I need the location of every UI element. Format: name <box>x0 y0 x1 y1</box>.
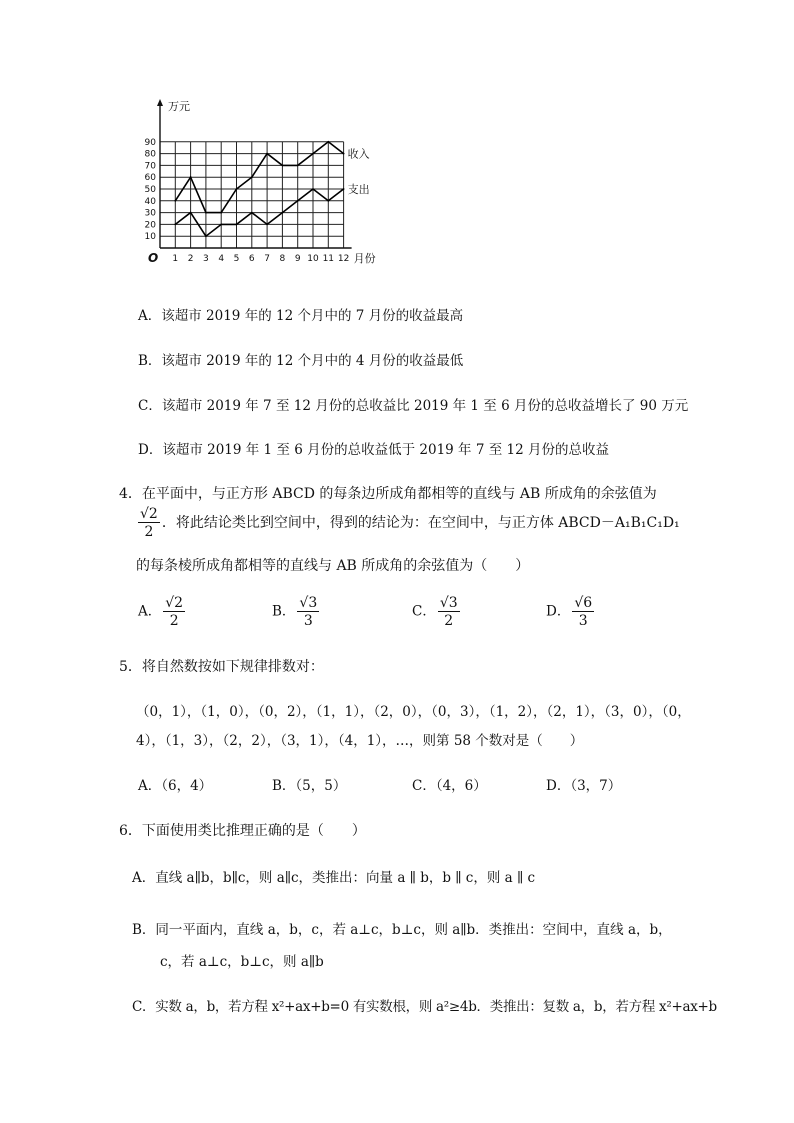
y-tick-label: 70 <box>144 161 156 172</box>
y-axis-label: 万元 <box>168 100 190 113</box>
q3-option-c: C．该超市 2019 年 7 至 12 月份的总收益比 2019 年 1 至 6 月份的总收益增长了 90 万元 <box>138 398 689 414</box>
q6-option-b-line-2: c，若 a⊥c，b⊥c，则 a∥b <box>160 954 324 970</box>
data-point <box>327 141 329 143</box>
y-axis-arrow <box>157 99 163 106</box>
y-tick-label: 50 <box>144 185 156 195</box>
data-point <box>190 212 192 214</box>
series-label: 收入 <box>347 147 370 161</box>
data-point <box>220 212 222 214</box>
q6-title: 6．下面使用类比推理正确的是（ ） <box>119 823 366 839</box>
q5-line-2: 4），（1，3），（2，2），（3，1），（4，1），…，则第 58 个数对是（ ） <box>136 733 584 749</box>
q4-line-1: 4．在平面中，与正方形 ABCD 的每条边所成角都相等的直线与 AB 所成角的余弦值为 <box>119 486 657 502</box>
data-point <box>327 200 329 202</box>
q5-option-a: A．（6，4） <box>138 778 213 794</box>
y-tick-label: 20 <box>144 220 156 231</box>
q5-option-b: B．（5，5） <box>272 778 347 794</box>
q4-option-c-num: √3 <box>439 595 458 611</box>
q6-option-c: C．实数 a，b，若方程 x²+ax+b=0 有实数根，则 a²≥4b．类推出：复数 a，b，若方程 x²+ax+b <box>132 999 717 1015</box>
x-tick-label: 10 <box>307 254 319 264</box>
q4-option-d-label: D． <box>546 603 571 620</box>
q4-option-b <box>272 596 321 628</box>
x-tick-label: 4 <box>218 254 225 264</box>
x-tick-label: 3 <box>203 254 209 264</box>
q4-option-c <box>412 596 462 628</box>
data-point <box>205 212 207 214</box>
x-tick-label: 8 <box>279 254 286 264</box>
data-point <box>251 212 253 214</box>
q4-fraction-numerator: √2 <box>140 506 158 522</box>
y-tick-label: 10 <box>144 232 156 243</box>
x-tick-label: 5 <box>233 254 240 264</box>
q4-fraction <box>138 507 160 539</box>
data-point <box>266 153 268 155</box>
q4-fraction-denominator: 2 <box>144 524 154 540</box>
data-point <box>190 176 192 178</box>
q4-option-a-den: 2 <box>169 613 179 629</box>
y-tick-label: 90 <box>144 137 156 148</box>
q4-option-a-label: A． <box>138 603 162 620</box>
data-point <box>266 224 268 226</box>
q3-option-a: A．该超市 2019 年的 12 个月中的 7 月份的收益最高 <box>138 308 464 324</box>
data-point <box>236 224 238 226</box>
q4-option-b-label: B． <box>272 603 296 620</box>
q5-option-d: D．（3，7） <box>546 778 622 794</box>
origin-label: O <box>148 251 159 265</box>
chart-grid <box>160 142 344 248</box>
data-point <box>236 188 238 190</box>
data-point <box>312 188 314 190</box>
data-point <box>343 153 345 155</box>
q4-line-2-wrap <box>136 507 680 539</box>
q4-line-2: ．将此结论类比到空间中，得到的结论为：在空间中，与正方体 ABCD－A₁B₁C₁D₁ <box>161 515 680 531</box>
data-point <box>174 224 176 226</box>
x-tick-label: 9 <box>294 254 301 264</box>
q3-option-b: B．该超市 2019 年的 12 个月中的 4 月份的收益最低 <box>138 353 464 369</box>
line-chart <box>138 96 398 278</box>
q4-option-a <box>138 596 187 628</box>
x-tick-label: 12 <box>337 254 350 264</box>
x-tick-label: 2 <box>187 254 194 264</box>
y-tick-label: 40 <box>144 196 156 207</box>
q4-line-3: 的每条棱所成角都相等的直线与 AB 所成角的余弦值为（ ） <box>136 558 530 574</box>
y-tick-label: 60 <box>144 173 156 184</box>
q4-option-d-den: 3 <box>578 613 588 629</box>
data-point <box>174 200 176 202</box>
q3-option-d: D．该超市 2019 年 1 至 6 月份的总收益低于 2019 年 7 至 12 月份的总收益 <box>138 442 609 458</box>
data-point <box>220 224 222 226</box>
q5-option-c: C．（4，6） <box>412 778 487 794</box>
x-tick-label: 7 <box>264 254 270 264</box>
q4-option-d <box>546 596 596 628</box>
y-tick-label: 30 <box>144 208 156 219</box>
data-point <box>297 200 299 202</box>
data-point <box>312 153 314 155</box>
x-tick-label: 6 <box>248 254 255 264</box>
data-point <box>343 188 345 190</box>
chart-labels <box>145 100 376 265</box>
data-point <box>297 165 299 167</box>
x-axis-label: 月份 <box>353 252 376 265</box>
q4-option-c-label: C． <box>412 603 436 620</box>
x-tick-label: 1 <box>172 254 179 264</box>
data-point <box>282 165 284 167</box>
data-point <box>282 212 284 214</box>
q5-title: 5．将自然数按如下规律排数对： <box>119 659 324 675</box>
q4-option-a-num: √2 <box>165 595 184 611</box>
q5-line-1: （0，1），（1，0），（0，2），（1，1），（2，0），（0，3），（1，2），（2，1），（3，0），（0， <box>136 704 691 720</box>
q4-option-d-num: √6 <box>574 595 593 611</box>
q6-option-b-line-1: B．同一平面内，直线 a，b，c，若 a⊥c，b⊥c，则 a∥b．类推出：空间中，直线 a，b， <box>132 922 672 938</box>
q4-option-b-num: √3 <box>299 595 318 611</box>
x-tick-label: 11 <box>322 254 335 264</box>
q4-option-c-den: 2 <box>444 613 454 629</box>
data-point <box>205 235 207 237</box>
y-tick-label: 80 <box>144 149 156 160</box>
data-point <box>251 176 253 178</box>
series-label: 支出 <box>347 183 370 196</box>
q4-option-b-den: 3 <box>303 613 313 629</box>
q6-option-a: A．直线 a∥b，b∥c，则 a∥c，类推出：向量 a ∥ b，b ∥ c，则 a ∥ c <box>132 870 536 886</box>
